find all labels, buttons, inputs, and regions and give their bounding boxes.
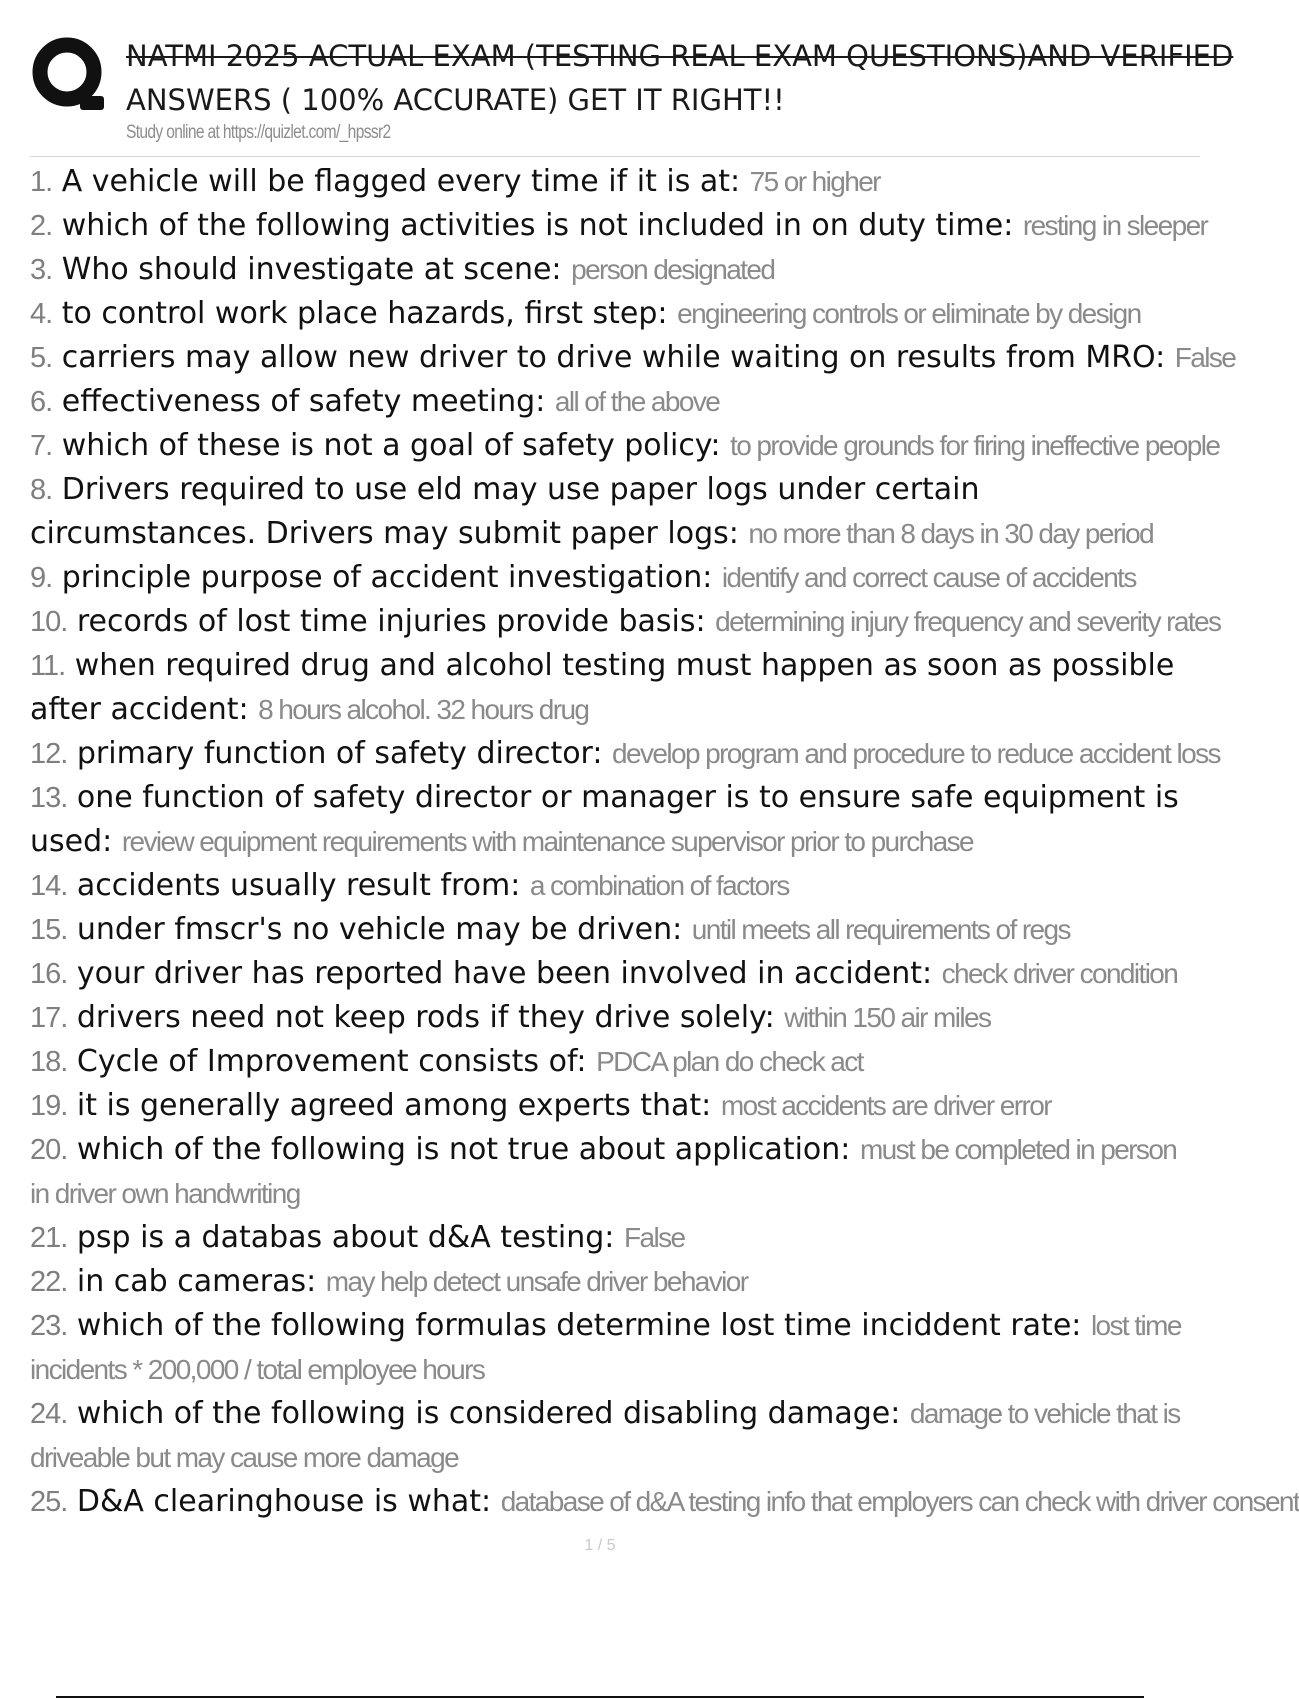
qa-item [30, 336, 1236, 380]
qa-item [30, 1260, 1200, 1304]
qa-item [30, 556, 1200, 600]
page-header [30, 30, 1234, 157]
qa-number: 23. [30, 1310, 68, 1342]
qa-question: effectiveness of safety meeting: [61, 384, 546, 419]
bottom-divider [56, 1696, 1144, 1698]
document-title-line-1: NATMI 2025 ACTUAL EXAM (TESTING REAL EXAM QUESTIONS)AND VERIFIED [126, 39, 1234, 73]
qa-item [30, 1128, 1200, 1216]
qa-number: 25. [30, 1486, 68, 1518]
qa-item [30, 248, 1200, 292]
qa-item [30, 644, 1200, 732]
qa-answer: engineering controls or eliminate by design [677, 298, 1141, 329]
qa-answer: all of the above [554, 386, 720, 417]
qa-number: 22. [30, 1266, 68, 1298]
qa-item [30, 776, 1200, 864]
qa-item [30, 864, 1200, 908]
qa-number: 1. [30, 166, 53, 198]
qa-question: under fmscr's no vehicle may be driven: [76, 912, 683, 947]
qa-question: when required drug and alcohol testing must happen as soon as possible after accident: [30, 648, 1175, 727]
page-number: 1 / 5 [584, 1537, 616, 1554]
qa-question: which of the following is considered disabling damage: [76, 1396, 901, 1431]
qa-answer: 75 or higher [749, 166, 880, 197]
qa-number: 17. [30, 1002, 68, 1034]
qa-item [30, 952, 1200, 996]
qa-question: which of these is not a goal of safety policy: [61, 428, 721, 463]
qa-answer: a combination of factors [529, 870, 789, 901]
qa-number: 14. [30, 870, 68, 902]
qa-number: 15. [30, 914, 68, 946]
qa-answer: damage to vehicle that is driveable but may cause more damage [30, 1398, 1180, 1473]
qa-answer: False [1174, 342, 1236, 373]
qa-question: your driver has reported have been involved in accident: [76, 956, 933, 991]
qa-item [30, 468, 1200, 556]
qa-answer: until meets all requirements of regs [691, 914, 1070, 945]
qa-answer: person designated [571, 254, 775, 285]
qa-number: 9. [30, 562, 53, 594]
qa-item [30, 1216, 1200, 1260]
qa-answer: to provide grounds for firing ineffective people [730, 430, 1220, 461]
qa-number: 8. [30, 474, 53, 506]
quizlet-q-logo-icon [30, 34, 112, 116]
qa-question: one function of safety director or manager is to ensure safe equipment is used: [30, 780, 1179, 859]
qa-number: 2. [30, 210, 53, 242]
qa-item [30, 204, 1208, 248]
qa-question: which of the following formulas determine lost time inciddent rate: [76, 1308, 1082, 1343]
qa-question: to control work place hazards, first step: [61, 296, 668, 331]
qa-number: 6. [30, 386, 53, 418]
qa-item [30, 996, 1200, 1040]
qa-answer: within 150 air miles [784, 1002, 991, 1033]
qa-answer: check driver condition [941, 958, 1178, 989]
document-title [126, 34, 1234, 122]
qa-item [30, 1392, 1200, 1480]
qa-question: primary function of safety director: [76, 736, 603, 771]
qa-answer: may help detect unsafe driver behavior [325, 1266, 748, 1297]
qa-item [30, 1480, 1299, 1524]
qa-item [30, 160, 1200, 204]
qa-answer: no more than 8 days in 30 day period [748, 518, 1154, 549]
qa-number: 12. [30, 738, 68, 770]
question-answer-list [30, 160, 1299, 1524]
qa-answer: review equipment requirements with maintenance supervisor prior to purchase [121, 826, 973, 857]
qa-item [30, 292, 1200, 336]
qa-number: 19. [30, 1090, 68, 1122]
qa-question: psp is a databas about d&A testing: [76, 1220, 615, 1255]
study-online-link-text: Study online at https://quizlet.com/_hpssr2 [126, 122, 391, 143]
qa-item [30, 1040, 1200, 1084]
qa-answer: database of d&A testing info that employers can check with driver consent [500, 1486, 1299, 1517]
qa-question: in cab cameras: [76, 1264, 317, 1299]
qa-item [30, 908, 1200, 952]
qa-answer: 8 hours alcohol. 32 hours drug [258, 694, 589, 725]
qa-number: 20. [30, 1134, 68, 1166]
qa-answer: determining injury frequency and severity rates [715, 606, 1221, 637]
qa-item [30, 600, 1221, 644]
qa-question: drivers need not keep rods if they drive solely: [76, 1000, 775, 1035]
qa-number: 7. [30, 430, 53, 462]
qa-answer: must be completed in person in driver own handwriting [30, 1134, 1177, 1209]
qa-item [30, 1304, 1200, 1392]
qa-answer: resting in sleeper [1022, 210, 1208, 241]
qa-item [30, 732, 1220, 776]
qa-question: which of the following activities is not included in on duty time: [61, 208, 1014, 243]
qa-number: 4. [30, 298, 53, 330]
qa-number: 11. [30, 650, 66, 682]
qa-answer: identify and correct cause of accidents [721, 562, 1136, 593]
qa-number: 10. [30, 606, 68, 638]
qa-question: A vehicle will be flagged every time if it is at: [61, 164, 741, 199]
qa-number: 21. [30, 1222, 68, 1254]
qa-question: principle purpose of accident investigation: [61, 560, 713, 595]
qa-answer: False [623, 1222, 685, 1253]
qa-question: Cycle of Improvement consists of: [76, 1044, 587, 1079]
qa-question: accidents usually result from: [76, 868, 521, 903]
qa-question: records of lost time injuries provide basis: [76, 604, 706, 639]
qa-number: 24. [30, 1398, 68, 1430]
qa-number: 13. [30, 782, 68, 814]
qa-item [30, 424, 1220, 468]
qa-number: 5. [30, 342, 53, 374]
qa-question: which of the following is not true about application: [76, 1132, 851, 1167]
qa-answer: develop program and procedure to reduce accident loss [612, 738, 1220, 769]
qa-question: it is generally agreed among experts that: [76, 1088, 712, 1123]
qa-question: carriers may allow new driver to drive while waiting on results from MRO: [61, 340, 1166, 375]
qa-answer: most accidents are driver error [720, 1090, 1051, 1121]
document-title-line-2: ANSWERS ( 100% ACCURATE) GET IT RIGHT!! [126, 83, 785, 117]
qa-question: D&A clearinghouse is what: [76, 1484, 492, 1519]
qa-number: 16. [30, 958, 68, 990]
qa-item [30, 380, 1200, 424]
qa-question: Who should investigate at scene: [61, 252, 562, 287]
qa-number: 3. [30, 254, 53, 286]
qa-number: 18. [30, 1046, 68, 1078]
qa-item [30, 1084, 1200, 1128]
qa-question: Drivers required to use eld may use paper logs under certain circumstances. Drivers may submit paper logs: [30, 472, 980, 551]
qa-answer: lost time incidents * 200,000 / total employee hours [30, 1310, 1181, 1385]
qa-answer: PDCA plan do check act [596, 1046, 863, 1077]
